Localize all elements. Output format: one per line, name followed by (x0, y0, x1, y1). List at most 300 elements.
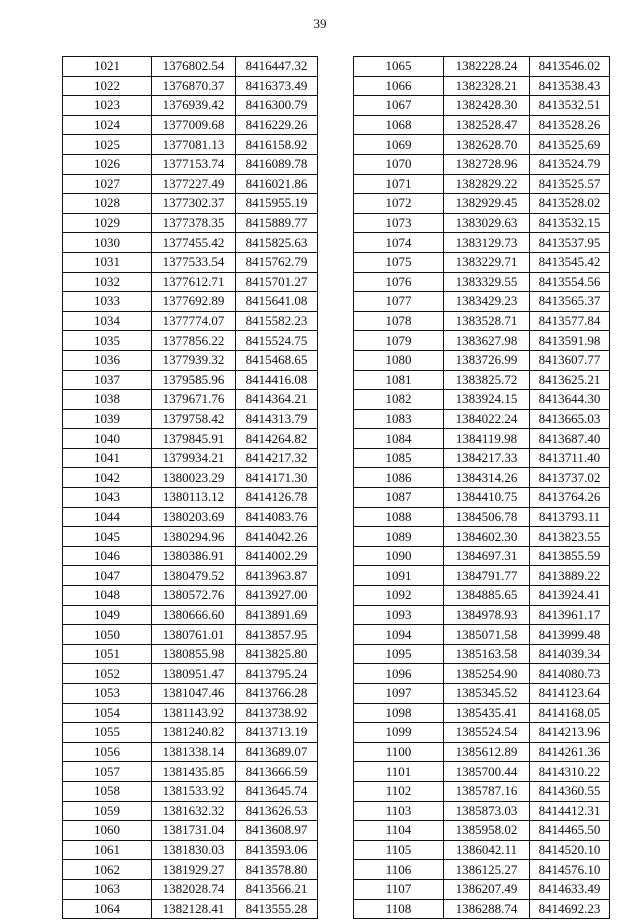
y-coordinate-cell: 8413961.17 (530, 605, 610, 625)
table-row (354, 409, 610, 429)
x-coordinate-cell: 1381240.82 (152, 723, 236, 743)
y-coordinate-cell: 8414310.22 (530, 762, 610, 782)
y-coordinate-cell: 8413555.28 (236, 899, 318, 919)
y-coordinate-cell: 8416300.79 (236, 96, 318, 116)
x-coordinate-cell: 1383329.55 (444, 272, 530, 292)
table-row (63, 135, 318, 155)
y-coordinate-cell: 8414692.23 (530, 899, 610, 919)
x-coordinate-cell: 1377774.07 (152, 311, 236, 331)
table-row (63, 488, 318, 508)
x-coordinate-cell: 1385958.02 (444, 821, 530, 841)
point-number-cell: 1047 (63, 566, 152, 586)
y-coordinate-cell: 8414039.34 (530, 644, 610, 664)
y-coordinate-cell: 8415825.63 (236, 233, 318, 253)
x-coordinate-cell: 1384022.24 (444, 409, 530, 429)
table-row (354, 213, 610, 233)
y-coordinate-cell: 8413666.59 (236, 762, 318, 782)
x-coordinate-cell: 1382228.24 (444, 57, 530, 77)
table-row (354, 429, 610, 449)
point-number-cell: 1022 (63, 76, 152, 96)
table-row (63, 879, 318, 899)
x-coordinate-cell: 1380479.52 (152, 566, 236, 586)
table-row (63, 605, 318, 625)
y-coordinate-cell: 8413855.59 (530, 546, 610, 566)
x-coordinate-cell: 1384697.31 (444, 546, 530, 566)
x-coordinate-cell: 1377533.54 (152, 252, 236, 272)
table-row (354, 723, 610, 743)
point-number-cell: 1104 (354, 821, 444, 841)
point-number-cell: 1062 (63, 860, 152, 880)
x-coordinate-cell: 1380855.98 (152, 644, 236, 664)
y-coordinate-cell: 8413999.48 (530, 625, 610, 645)
coordinate-table-left (62, 56, 318, 919)
point-number-cell: 1093 (354, 605, 444, 625)
y-coordinate-cell: 8416447.32 (236, 57, 318, 77)
y-coordinate-cell: 8413528.26 (530, 115, 610, 135)
y-coordinate-cell: 8413764.26 (530, 488, 610, 508)
x-coordinate-cell: 1377692.89 (152, 292, 236, 312)
table-row (63, 762, 318, 782)
table-row (354, 742, 610, 762)
point-number-cell: 1095 (354, 644, 444, 664)
table-row (63, 96, 318, 116)
x-coordinate-cell: 1384978.93 (444, 605, 530, 625)
point-number-cell: 1067 (354, 96, 444, 116)
point-number-cell: 1096 (354, 664, 444, 684)
x-coordinate-cell: 1384506.78 (444, 507, 530, 527)
table-row (354, 860, 610, 880)
point-number-cell: 1042 (63, 468, 152, 488)
x-coordinate-cell: 1382628.70 (444, 135, 530, 155)
x-coordinate-cell: 1384885.65 (444, 586, 530, 606)
table-row (63, 860, 318, 880)
x-coordinate-cell: 1381632.32 (152, 801, 236, 821)
x-coordinate-cell: 1386207.49 (444, 879, 530, 899)
y-coordinate-cell: 8414213.96 (530, 723, 610, 743)
y-coordinate-cell: 8413713.19 (236, 723, 318, 743)
y-coordinate-cell: 8413626.53 (236, 801, 318, 821)
point-number-cell: 1080 (354, 350, 444, 370)
x-coordinate-cell: 1384217.33 (444, 448, 530, 468)
x-coordinate-cell: 1379758.42 (152, 409, 236, 429)
x-coordinate-cell: 1383229.71 (444, 252, 530, 272)
point-number-cell: 1088 (354, 507, 444, 527)
y-coordinate-cell: 8414217.32 (236, 448, 318, 468)
table-row (354, 174, 610, 194)
x-coordinate-cell: 1380951.47 (152, 664, 236, 684)
table-row (354, 840, 610, 860)
y-coordinate-cell: 8413528.02 (530, 194, 610, 214)
coordinate-table-body (63, 57, 318, 919)
point-number-cell: 1027 (63, 174, 152, 194)
y-coordinate-cell: 8413538.43 (530, 76, 610, 96)
y-coordinate-cell: 8414123.64 (530, 684, 610, 704)
y-coordinate-cell: 8413825.80 (236, 644, 318, 664)
table-row (63, 684, 318, 704)
x-coordinate-cell: 1376870.37 (152, 76, 236, 96)
x-coordinate-cell: 1384791.77 (444, 566, 530, 586)
x-coordinate-cell: 1386125.27 (444, 860, 530, 880)
x-coordinate-cell: 1381435.85 (152, 762, 236, 782)
point-number-cell: 1038 (63, 390, 152, 410)
x-coordinate-cell: 1385873.03 (444, 801, 530, 821)
table-row (354, 488, 610, 508)
y-coordinate-cell: 8413593.06 (236, 840, 318, 860)
x-coordinate-cell: 1384119.98 (444, 429, 530, 449)
point-number-cell: 1100 (354, 742, 444, 762)
x-coordinate-cell: 1385254.90 (444, 664, 530, 684)
x-coordinate-cell: 1383429.23 (444, 292, 530, 312)
table-row (354, 194, 610, 214)
point-number-cell: 1097 (354, 684, 444, 704)
table-row (354, 644, 610, 664)
y-coordinate-cell: 8413565.37 (530, 292, 610, 312)
x-coordinate-cell: 1377153.74 (152, 154, 236, 174)
x-coordinate-cell: 1385524.54 (444, 723, 530, 743)
x-coordinate-cell: 1383528.71 (444, 311, 530, 331)
point-number-cell: 1075 (354, 252, 444, 272)
point-number-cell: 1061 (63, 840, 152, 860)
point-number-cell: 1045 (63, 527, 152, 547)
point-number-cell: 1044 (63, 507, 152, 527)
table-row (63, 409, 318, 429)
point-number-cell: 1108 (354, 899, 444, 919)
table-row (354, 233, 610, 253)
point-number-cell: 1101 (354, 762, 444, 782)
point-number-cell: 1064 (63, 899, 152, 919)
point-number-cell: 1036 (63, 350, 152, 370)
x-coordinate-cell: 1377302.37 (152, 194, 236, 214)
point-number-cell: 1086 (354, 468, 444, 488)
x-coordinate-cell: 1386288.74 (444, 899, 530, 919)
table-row (63, 233, 318, 253)
y-coordinate-cell: 8414465.50 (530, 821, 610, 841)
table-row (354, 76, 610, 96)
y-coordinate-cell: 8414313.79 (236, 409, 318, 429)
table-row (354, 527, 610, 547)
x-coordinate-cell: 1383627.98 (444, 331, 530, 351)
table-row (354, 762, 610, 782)
point-number-cell: 1058 (63, 781, 152, 801)
y-coordinate-cell: 8415889.77 (236, 213, 318, 233)
x-coordinate-cell: 1385787.16 (444, 781, 530, 801)
x-coordinate-cell: 1377009.68 (152, 115, 236, 135)
point-number-cell: 1066 (354, 76, 444, 96)
point-number-cell: 1039 (63, 409, 152, 429)
table-row (63, 546, 318, 566)
x-coordinate-cell: 1382829.22 (444, 174, 530, 194)
y-coordinate-cell: 8413689.07 (236, 742, 318, 762)
y-coordinate-cell: 8413963.87 (236, 566, 318, 586)
point-number-cell: 1050 (63, 625, 152, 645)
table-row (354, 154, 610, 174)
x-coordinate-cell: 1381338.14 (152, 742, 236, 762)
y-coordinate-cell: 8414083.76 (236, 507, 318, 527)
table-row (63, 644, 318, 664)
y-coordinate-cell: 8413857.95 (236, 625, 318, 645)
table-row (63, 174, 318, 194)
y-coordinate-cell: 8413737.02 (530, 468, 610, 488)
table-row (63, 429, 318, 449)
table-row (354, 605, 610, 625)
point-number-cell: 1079 (354, 331, 444, 351)
y-coordinate-cell: 8413889.22 (530, 566, 610, 586)
table-row (63, 723, 318, 743)
point-number-cell: 1068 (354, 115, 444, 135)
y-coordinate-cell: 8413524.79 (530, 154, 610, 174)
coordinate-table-right (353, 56, 610, 919)
table-row (354, 468, 610, 488)
table-row (354, 272, 610, 292)
point-number-cell: 1084 (354, 429, 444, 449)
y-coordinate-cell: 8416021.86 (236, 174, 318, 194)
table-row (354, 781, 610, 801)
x-coordinate-cell: 1381929.27 (152, 860, 236, 880)
table-row (354, 350, 610, 370)
table-row (63, 507, 318, 527)
table-row (354, 586, 610, 606)
table-row (63, 76, 318, 96)
x-coordinate-cell: 1382128.41 (152, 899, 236, 919)
point-number-cell: 1048 (63, 586, 152, 606)
y-coordinate-cell: 8413795.24 (236, 664, 318, 684)
y-coordinate-cell: 8414171.30 (236, 468, 318, 488)
y-coordinate-cell: 8416229.26 (236, 115, 318, 135)
table-row (63, 899, 318, 919)
table-row (354, 625, 610, 645)
x-coordinate-cell: 1384314.26 (444, 468, 530, 488)
y-coordinate-cell: 8416373.49 (236, 76, 318, 96)
point-number-cell: 1049 (63, 605, 152, 625)
y-coordinate-cell: 8414168.05 (530, 703, 610, 723)
x-coordinate-cell: 1382728.96 (444, 154, 530, 174)
y-coordinate-cell: 8413577.84 (530, 311, 610, 331)
y-coordinate-cell: 8414576.10 (530, 860, 610, 880)
y-coordinate-cell: 8413525.57 (530, 174, 610, 194)
point-number-cell: 1099 (354, 723, 444, 743)
x-coordinate-cell: 1381731.04 (152, 821, 236, 841)
y-coordinate-cell: 8416089.78 (236, 154, 318, 174)
table-row (63, 625, 318, 645)
point-number-cell: 1031 (63, 252, 152, 272)
table-row (354, 57, 610, 77)
table-row (63, 57, 318, 77)
y-coordinate-cell: 8415955.19 (236, 194, 318, 214)
point-number-cell: 1072 (354, 194, 444, 214)
x-coordinate-cell: 1380294.96 (152, 527, 236, 547)
x-coordinate-cell: 1382528.47 (444, 115, 530, 135)
table-row (354, 566, 610, 586)
y-coordinate-cell: 8416158.92 (236, 135, 318, 155)
y-coordinate-cell: 8415468.65 (236, 350, 318, 370)
point-number-cell: 1055 (63, 723, 152, 743)
x-coordinate-cell: 1383129.73 (444, 233, 530, 253)
table-row (354, 703, 610, 723)
point-number-cell: 1043 (63, 488, 152, 508)
x-coordinate-cell: 1381047.46 (152, 684, 236, 704)
point-number-cell: 1092 (354, 586, 444, 606)
x-coordinate-cell: 1376802.54 (152, 57, 236, 77)
y-coordinate-cell: 8414126.78 (236, 488, 318, 508)
point-number-cell: 1040 (63, 429, 152, 449)
point-number-cell: 1091 (354, 566, 444, 586)
y-coordinate-cell: 8413532.51 (530, 96, 610, 116)
table-row (354, 821, 610, 841)
x-coordinate-cell: 1383726.99 (444, 350, 530, 370)
y-coordinate-cell: 8413927.00 (236, 586, 318, 606)
x-coordinate-cell: 1379671.76 (152, 390, 236, 410)
y-coordinate-cell: 8414080.73 (530, 664, 610, 684)
point-number-cell: 1065 (354, 57, 444, 77)
point-number-cell: 1078 (354, 311, 444, 331)
point-number-cell: 1026 (63, 154, 152, 174)
x-coordinate-cell: 1380666.60 (152, 605, 236, 625)
table-row (63, 703, 318, 723)
point-number-cell: 1032 (63, 272, 152, 292)
table-row (63, 840, 318, 860)
table-row (354, 311, 610, 331)
point-number-cell: 1053 (63, 684, 152, 704)
point-number-cell: 1106 (354, 860, 444, 880)
y-coordinate-cell: 8413891.69 (236, 605, 318, 625)
y-coordinate-cell: 8413608.97 (236, 821, 318, 841)
y-coordinate-cell: 8413711.40 (530, 448, 610, 468)
point-number-cell: 1037 (63, 370, 152, 390)
y-coordinate-cell: 8413645.74 (236, 781, 318, 801)
point-number-cell: 1102 (354, 781, 444, 801)
table-row (63, 390, 318, 410)
point-number-cell: 1057 (63, 762, 152, 782)
point-number-cell: 1085 (354, 448, 444, 468)
x-coordinate-cell: 1382028.74 (152, 879, 236, 899)
x-coordinate-cell: 1381143.92 (152, 703, 236, 723)
point-number-cell: 1029 (63, 213, 152, 233)
x-coordinate-cell: 1383825.72 (444, 370, 530, 390)
y-coordinate-cell: 8413578.80 (236, 860, 318, 880)
y-coordinate-cell: 8413823.55 (530, 527, 610, 547)
table-row (63, 194, 318, 214)
table-row (63, 448, 318, 468)
point-number-cell: 1054 (63, 703, 152, 723)
table-row (63, 586, 318, 606)
point-number-cell: 1060 (63, 821, 152, 841)
x-coordinate-cell: 1385612.89 (444, 742, 530, 762)
table-row (63, 154, 318, 174)
point-number-cell: 1030 (63, 233, 152, 253)
point-number-cell: 1089 (354, 527, 444, 547)
table-row (63, 115, 318, 135)
point-number-cell: 1069 (354, 135, 444, 155)
y-coordinate-cell: 8413607.77 (530, 350, 610, 370)
y-coordinate-cell: 8413591.98 (530, 331, 610, 351)
x-coordinate-cell: 1380761.01 (152, 625, 236, 645)
y-coordinate-cell: 8414633.49 (530, 879, 610, 899)
point-number-cell: 1033 (63, 292, 152, 312)
x-coordinate-cell: 1377856.22 (152, 331, 236, 351)
table-row (63, 664, 318, 684)
y-coordinate-cell: 8415701.27 (236, 272, 318, 292)
y-coordinate-cell: 8414416.08 (236, 370, 318, 390)
y-coordinate-cell: 8413687.40 (530, 429, 610, 449)
table-row (63, 527, 318, 547)
x-coordinate-cell: 1380386.91 (152, 546, 236, 566)
point-number-cell: 1098 (354, 703, 444, 723)
table-row (354, 684, 610, 704)
point-number-cell: 1028 (63, 194, 152, 214)
y-coordinate-cell: 8415582.23 (236, 311, 318, 331)
y-coordinate-cell: 8413546.02 (530, 57, 610, 77)
y-coordinate-cell: 8413537.95 (530, 233, 610, 253)
x-coordinate-cell: 1382328.21 (444, 76, 530, 96)
point-number-cell: 1076 (354, 272, 444, 292)
table-row (63, 468, 318, 488)
y-coordinate-cell: 8413766.28 (236, 684, 318, 704)
x-coordinate-cell: 1377455.42 (152, 233, 236, 253)
x-coordinate-cell: 1380572.76 (152, 586, 236, 606)
x-coordinate-cell: 1383029.63 (444, 213, 530, 233)
table-row (354, 135, 610, 155)
point-number-cell: 1025 (63, 135, 152, 155)
point-number-cell: 1087 (354, 488, 444, 508)
point-number-cell: 1046 (63, 546, 152, 566)
x-coordinate-cell: 1384602.30 (444, 527, 530, 547)
y-coordinate-cell: 8413625.21 (530, 370, 610, 390)
table-row (354, 115, 610, 135)
x-coordinate-cell: 1380203.69 (152, 507, 236, 527)
y-coordinate-cell: 8414264.82 (236, 429, 318, 449)
y-coordinate-cell: 8414520.10 (530, 840, 610, 860)
table-row (63, 272, 318, 292)
y-coordinate-cell: 8413545.42 (530, 252, 610, 272)
point-number-cell: 1052 (63, 664, 152, 684)
table-row (354, 390, 610, 410)
x-coordinate-cell: 1377939.32 (152, 350, 236, 370)
x-coordinate-cell: 1386042.11 (444, 840, 530, 860)
y-coordinate-cell: 8413532.15 (530, 213, 610, 233)
x-coordinate-cell: 1379934.21 (152, 448, 236, 468)
x-coordinate-cell: 1377612.71 (152, 272, 236, 292)
y-coordinate-cell: 8413924.41 (530, 586, 610, 606)
y-coordinate-cell: 8413644.30 (530, 390, 610, 410)
point-number-cell: 1107 (354, 879, 444, 899)
x-coordinate-cell: 1382428.30 (444, 96, 530, 116)
point-number-cell: 1063 (63, 879, 152, 899)
y-coordinate-cell: 8414364.21 (236, 390, 318, 410)
point-number-cell: 1035 (63, 331, 152, 351)
y-coordinate-cell: 8413554.56 (530, 272, 610, 292)
point-number-cell: 1073 (354, 213, 444, 233)
table-row (354, 96, 610, 116)
point-number-cell: 1103 (354, 801, 444, 821)
table-row (354, 292, 610, 312)
table-row (354, 448, 610, 468)
table-row (63, 292, 318, 312)
table-row (63, 781, 318, 801)
point-number-cell: 1074 (354, 233, 444, 253)
y-coordinate-cell: 8414042.26 (236, 527, 318, 547)
y-coordinate-cell: 8414002.29 (236, 546, 318, 566)
table-row (354, 370, 610, 390)
table-row (354, 331, 610, 351)
x-coordinate-cell: 1385163.58 (444, 644, 530, 664)
y-coordinate-cell: 8415762.79 (236, 252, 318, 272)
x-coordinate-cell: 1380113.12 (152, 488, 236, 508)
x-coordinate-cell: 1383924.15 (444, 390, 530, 410)
x-coordinate-cell: 1379585.96 (152, 370, 236, 390)
y-coordinate-cell: 8413665.03 (530, 409, 610, 429)
x-coordinate-cell: 1377227.49 (152, 174, 236, 194)
table-row (354, 664, 610, 684)
